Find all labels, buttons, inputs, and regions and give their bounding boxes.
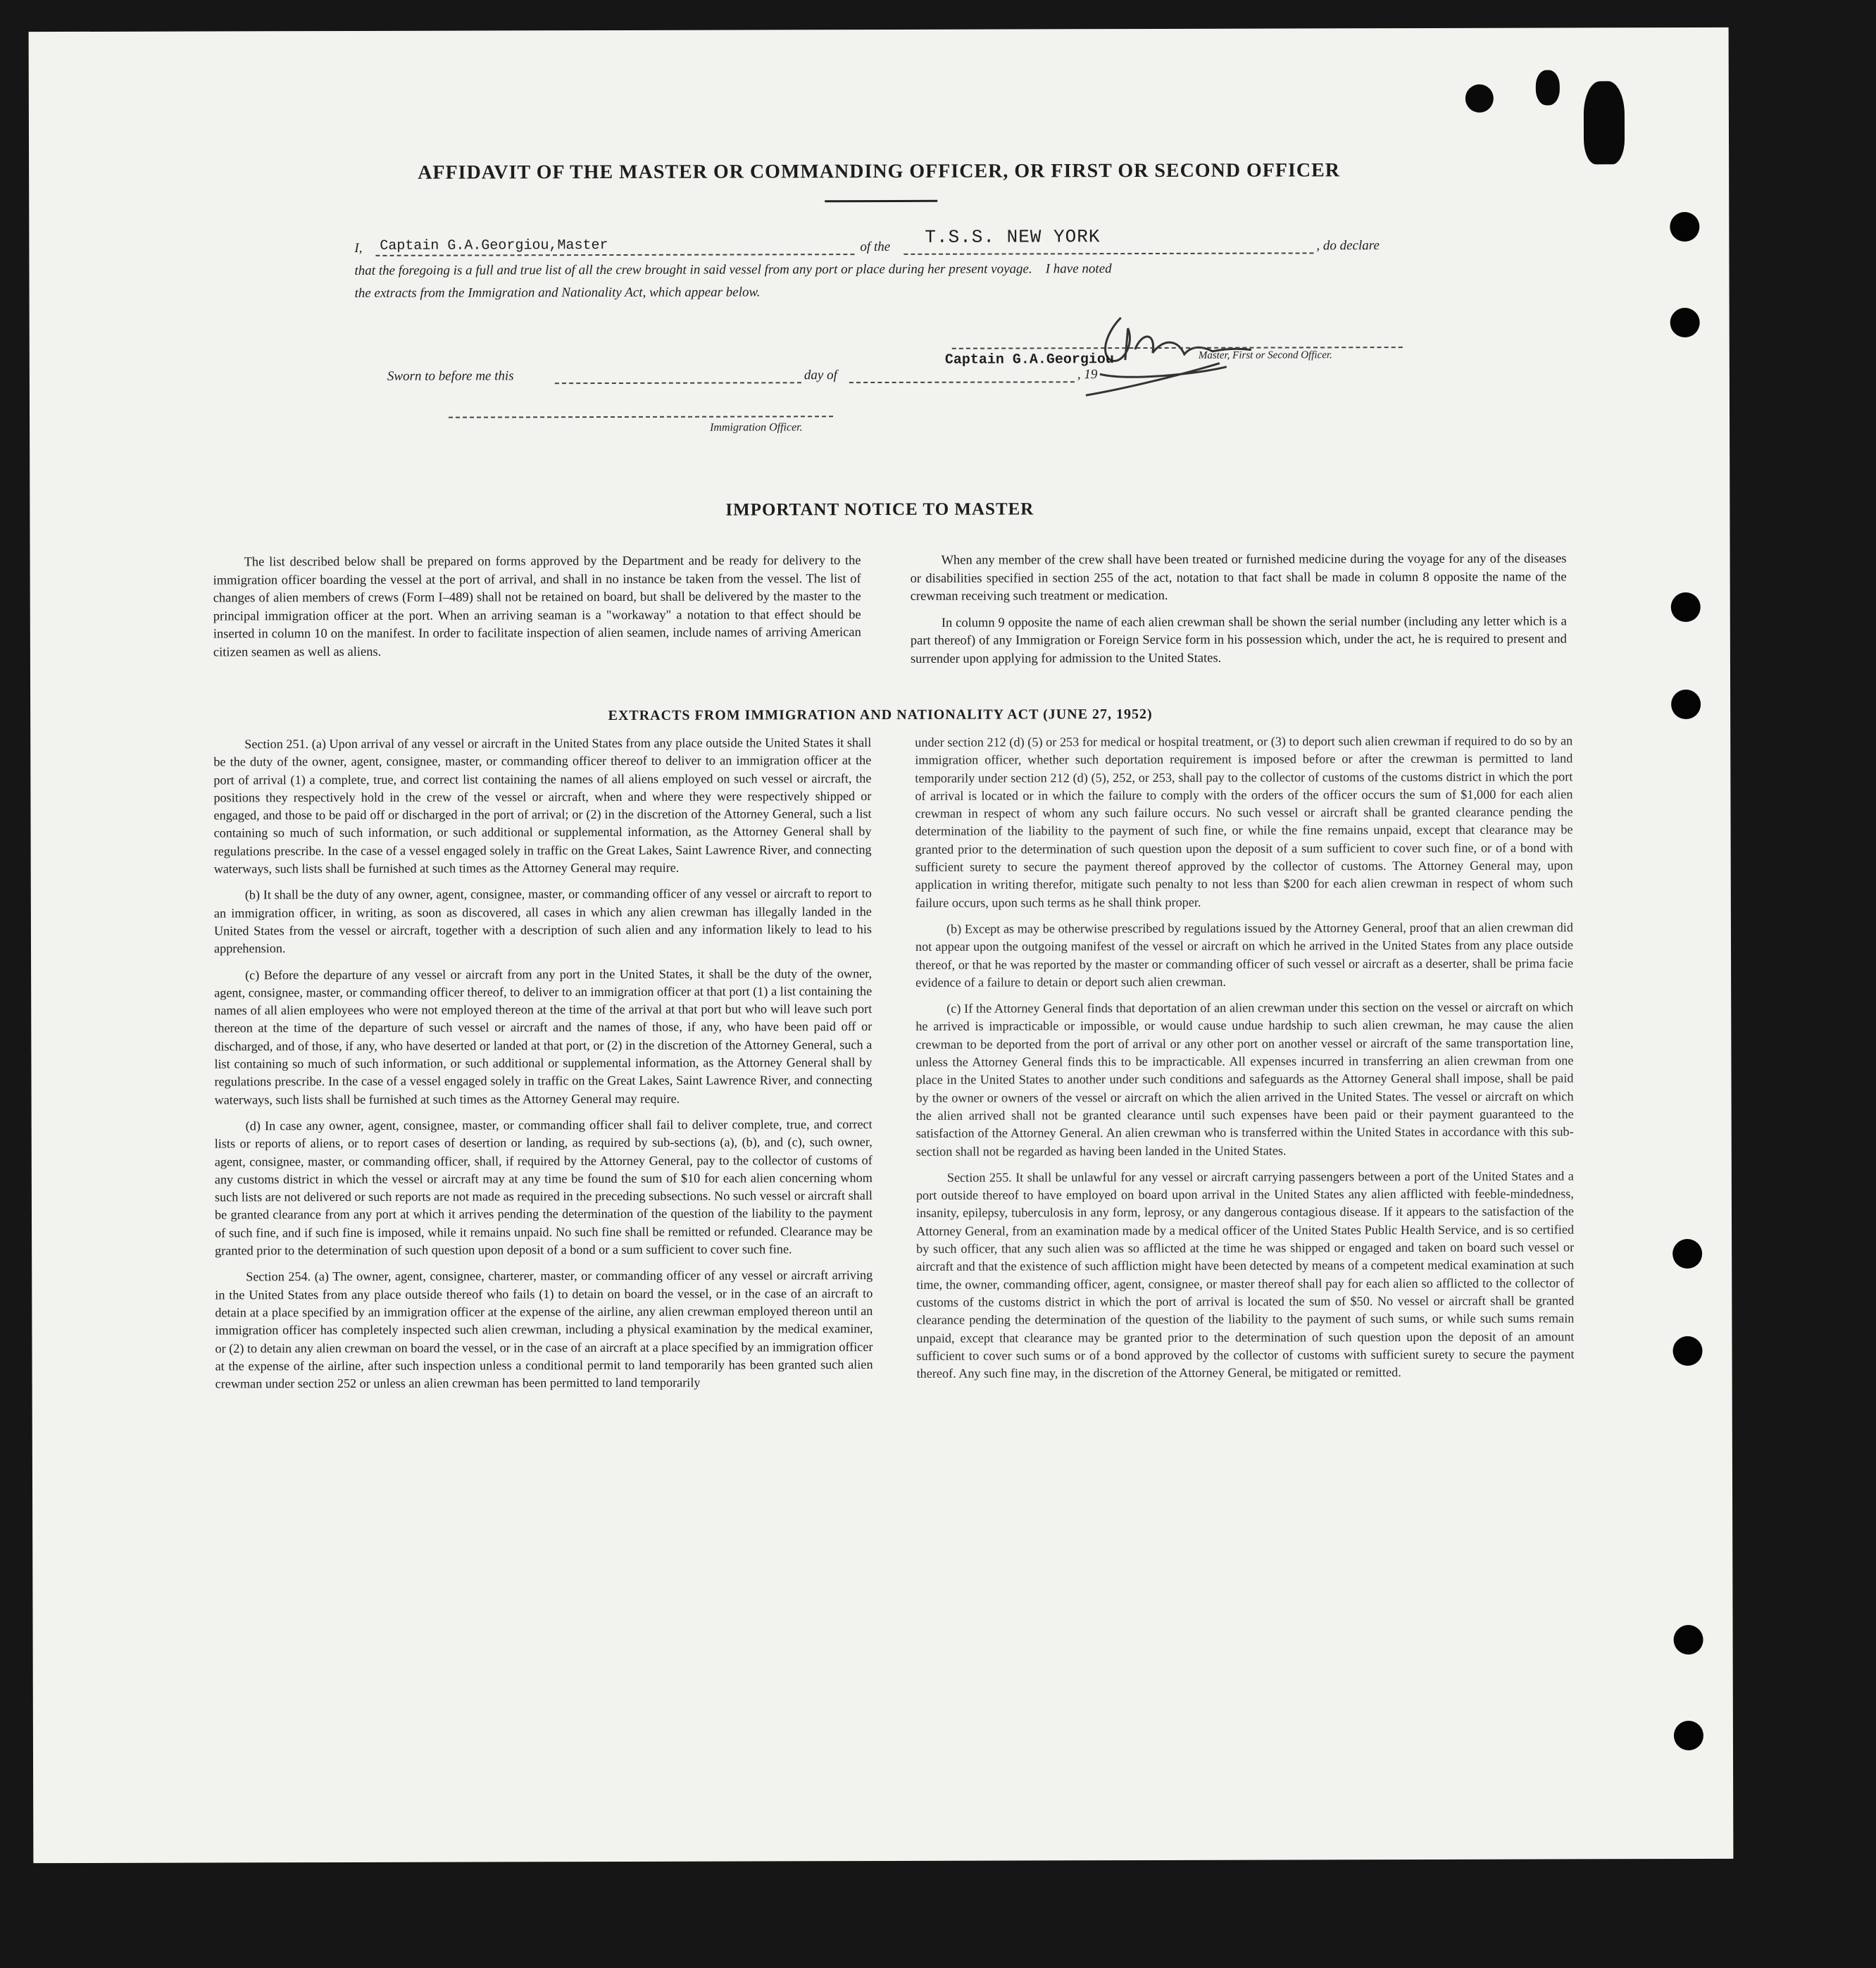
vessel-name: T.S.S. NEW YORK — [925, 226, 1101, 248]
ink-stain — [1536, 70, 1560, 105]
section-251-a: Section 251. (a) Upon arrival of any vessel or aircraft in the United States from any place outside the United States it shall be the duty of the owner, agent, consignee, master, or commanding officer thereof to deliver to an immigration officer at the port of arrival (1) a complete, true, and correct list containing the names of all aliens employed on such vessel or aircraft, the positions they respectively hold in the crew of the vessel or aircraft, when and where they were respectively shipped or engaged, and those to be paid off or discharged in the port of arrival; or (2) in the discretion of the Attorney General, such a list containing so much of such information, or such additional or supplemental information, as the Attorney General shall by regulations prescribe. In the case of a vessel engaged solely in traffic on the Great Lakes, Saint Lawrence River, and connecting waterways, such lists shall be furnished at such times as the Attorney General may require. — [213, 735, 872, 876]
sworn-date-line — [555, 382, 801, 384]
signatory-typed: Captain G.A.Georgiou — [944, 351, 1114, 368]
ink-stain — [1465, 85, 1494, 113]
day-of-label: day of — [803, 368, 837, 383]
section-254-c: (c) If the Attorney General finds that deportation of an alien crewman under this section on the vessel or aircraft on which he arrived is impracticable or impossible, or would cause undue hardship to such alien crewman, he may cause the alien crewman to be deported from the port of arrival or any other port on another vessel or aircraft of the same transportation line, unless the Attorney General finds this to be impracticable. All expenses incurred in transferring an alien crewman from one place in the United States to another under such conditions and safeguards as the Attorney General shall impose, shall be paid by the owner or owners of the vessel or aircraft on which the alien arrived in the United States. The vessel or aircraft on which the alien arrived shall not be granted clearance until such expenses have been paid or their payment guaranteed to the satisfaction of the Attorney General. An alien crewman who is transferred within the United States in accordance with this sub-section shall not be regarded as having been landed in the United States. — [915, 999, 1574, 1159]
immigration-officer-label: Immigration Officer. — [710, 421, 803, 434]
signatory-role: Master, First or Second Officer. — [1198, 349, 1332, 361]
affidavit-line3: the extracts from the Immigration and Nationality Act, which appear below. — [354, 285, 761, 301]
notice-title: IMPORTANT NOTICE TO MASTER — [725, 499, 1034, 520]
binder-hole — [1672, 1336, 1702, 1366]
extracts-title: EXTRACTS FROM IMMIGRATION AND NATIONALITY ACT (JUNE 27, 1952) — [608, 706, 1153, 724]
notice-right-text-1: When any member of the crew shall have been treated or furnished medicine during the voyage for any of the diseases or disabilities specified in section 255 of the act, notation to that fact shall be made in column 8 opposite the name of the crewman receiving such treatment or medication. — [910, 552, 1567, 604]
sworn-label: Sworn to before me this — [387, 368, 514, 384]
signature — [1058, 289, 1269, 403]
binder-hole — [1674, 1721, 1703, 1750]
document-page — [29, 27, 1734, 1863]
title-underline — [825, 200, 937, 202]
section-254-a-cont: under section 212 (d) (5) or 253 for medical or hospital treatment, or (3) to deport such alien crewman if required to do so by an immigration officer, whether such deportation requirement is imposed before or after the crewman is permitted to land temporarily under section 212 (d) (5), 252, or 253, shall pay to the collector of customs of the customs district in which the port of arrival is located or in which the failure to comply with the orders of the officer occurs the sum of $1,000 for each alien crewman in respect of whom any such failure occurs. No such vessel or aircraft shall be granted clearance pending the determination of the liability to the payment of such fine, or while the fine remains unpaid, except that clearance may be granted prior to the determination of such question upon the deposit of a sum sufficient to cover such fine, or of a bond with sufficient surety to secure the payment thereof approved by the collector of customs. The Attorney General may, upon application in writing therefor, mitigate such penalty to not less than $200 for each alien crewman in respect of whom such failure occurs, upon such terms as he shall think proper. — [915, 733, 1573, 910]
section-251-d: (d) In case any owner, agent, consignee, master, or commanding officer shall fail to deliver complete, true, and correct lists or reports of aliens, or to report cases of desertion or landing, as required by sub-sections (a), (b), and (c), such owner, agent, consignee, master, or commanding officer, shall, if required by the Attorney General, pay to the collector of customs of any customs district in which the vessel or aircraft may at any time be found the sum of $10 for each alien concerning whom such lists are not delivered or such reports are not made as required in the preceding subsections. No such vessel or aircraft shall be granted clearance from any port at which it arrives pending the determination of the question of the liability to the payment of such fine, and if such fine is imposed, while it remains unpaid. No such fine shall be remitted or refunded. Clearance may be granted prior to the determination of such question upon deposit of a bond or a sum sufficient to cover such fine. — [214, 1116, 873, 1258]
month-line — [849, 381, 1075, 383]
section-254-a: Section 254. (a) The owner, agent, consignee, charterer, master, or commanding officer of any vessel or aircraft arriving in the United States from any place outside thereof who fails (1) to detain on board the vessel, or in the case of an aircraft to detain at a place specified by an immigration officer at the expense of the airline, any alien crewman employed thereon until an immigration officer has completely inspected such alien crewman, including a physical examination by the medical examiner, or (2) to detain any alien crewman on board the vessel, or in the case of an aircraft at a place specified by an immigration officer at the expense of the airline, after such inspection unless a conditional permit to land temporarily has been granted such alien crewman under section 252 or unless an alien crewman has been permitted to land temporarily — [215, 1268, 873, 1391]
binder-hole — [1672, 1239, 1702, 1269]
binder-hole — [1670, 212, 1699, 242]
affidavit-title: AFFIDAVIT OF THE MASTER OR COMMANDING OFFICER, OR FIRST OR SECOND OFFICER — [418, 159, 1341, 184]
extracts-right-column — [915, 732, 1574, 1391]
extracts-left-column — [213, 734, 873, 1402]
affidavit-of-the: of the — [860, 239, 891, 255]
binder-hole — [1671, 690, 1701, 719]
section-255: Section 255. It shall be unlawful for any vessel or aircraft carrying passengers between a port of the United States and a port outside thereof to have employed on board upon arrival in the United States any alien afflicted with feeble-mindedness, insanity, epilepsy, tuberculosis in any form, leprosy, or any dangerous contagious disease. If it appears to the satisfaction of the Attorney General, from an examination made by a medical officer of the United States Public Health Service, and is so certified by such officer, that any such alien was so afflicted at the time he was shipped or engaged and taken on board such vessel or aircraft and that the existence of such affliction might have been detected by means of a competent medical examination at such time, the owner, commanding officer, agent, consignee, or master thereof shall pay for each alien so afflicted to the collector of customs of the customs district in which the port of arrival is located the sum of $50. No vessel or aircraft shall be granted clearance pending the determination of the question of the liability to the payment of such sums, or while such sums remain unpaid, except that clearance may be granted prior to the determination of such question upon the deposit of an amount sufficient to cover such sums or of a bond approved by the collector of customs with sufficient surety to secure the payment thereof. Any such fine may, in the discretion of the Attorney General, be mitigated or remitted. — [915, 1169, 1575, 1381]
section-251-b: (b) It shall be the duty of any owner, agent, consignee, master, or commanding officer of any vessel or aircraft to report to an immigration officer, in writing, as soon as discovered, all cases in which any alien crewman has illegally landed in the United States from the vessel or aircraft, together with a description of such alien and any information likely to lead to his apprehension. — [213, 886, 872, 956]
immigration-officer-line — [449, 416, 833, 418]
binder-hole — [1671, 592, 1701, 622]
affidavit-line2: that the foregoing is a full and true list of all the crew brought in said vessel from any port or place during her present voyage. I have noted — [354, 261, 1112, 278]
notice-left-text: The list described below shall be prepared on forms approved by the Department and be ready for delivery to the immigration officer boarding the vessel at the port of arrival, and shall in no instance be taken from the vessel. The list of changes of alien members of crews (Form I–489) shall not be retained on board, but shall be delivered by the master to the principal immigration officer at the port. When an arriving seaman is a "workaway" a notation to that effect should be inserted in column 10 on the manifest. In order to facilitate inspection of alien seamen, include names of arriving American citizen seamen as well as aliens. — [213, 554, 861, 659]
name-line — [375, 254, 854, 256]
year-prefix: , 19 — [1077, 367, 1098, 382]
notice-right-column — [911, 550, 1567, 676]
section-251-c: (c) Before the departure of any vessel or aircraft from any port in the United States, it shall be the duty of the owner, agent, consignee, master, or commanding officer thereof, to deliver to an immigration officer at that port (1) a list containing the names of all alien employees who were not employed thereon at the time of the arrival at that port but who will leave such port thereon at the time of the departure of such vessel or aircraft and the names of those, if any, who have been paid off or discharged, and of those, if any, who have deserted or landed at that port, or (2) in the discretion of the Attorney General, such a list containing so much of such information, or such additional or supplemental information, as the Attorney General shall by regulations prescribe. In the case of a vessel engaged solely in traffic on the Great Lakes, Saint Lawrence River, and connecting waterways, such lists shall be furnished at such times as the Attorney General may require. — [214, 966, 873, 1107]
notice-left-column — [213, 552, 861, 670]
section-254-b: (b) Except as may be otherwise prescribed by regulations issued by the Attorney General, proof that an alien crewman did not appear upon the outgoing manifest of the vessel or aircraft on which he arrived in the United States from any place outside thereof, or that he was reported by the master or commanding officer of such vessel or aircraft as a deserter, shall be prima facie evidence of a failure to detain or deport such alien crewman. — [915, 920, 1574, 990]
master-name: Captain G.A.Georgiou,Master — [380, 237, 608, 254]
ink-stain — [1584, 81, 1625, 164]
affidavit-i: I, — [354, 240, 363, 256]
binder-hole — [1670, 308, 1700, 337]
do-declare: , do declare — [1316, 238, 1380, 254]
notice-right-text-2: In column 9 opposite the name of each alien crewman shall be shown the serial number (including any letter which is a part thereof) of any Immigration or Foreign Service form in his possession which, under the act, he is required to present and surrender upon applying for admission to the United States. — [910, 614, 1567, 666]
vessel-line — [903, 252, 1313, 255]
binder-hole — [1674, 1625, 1703, 1655]
